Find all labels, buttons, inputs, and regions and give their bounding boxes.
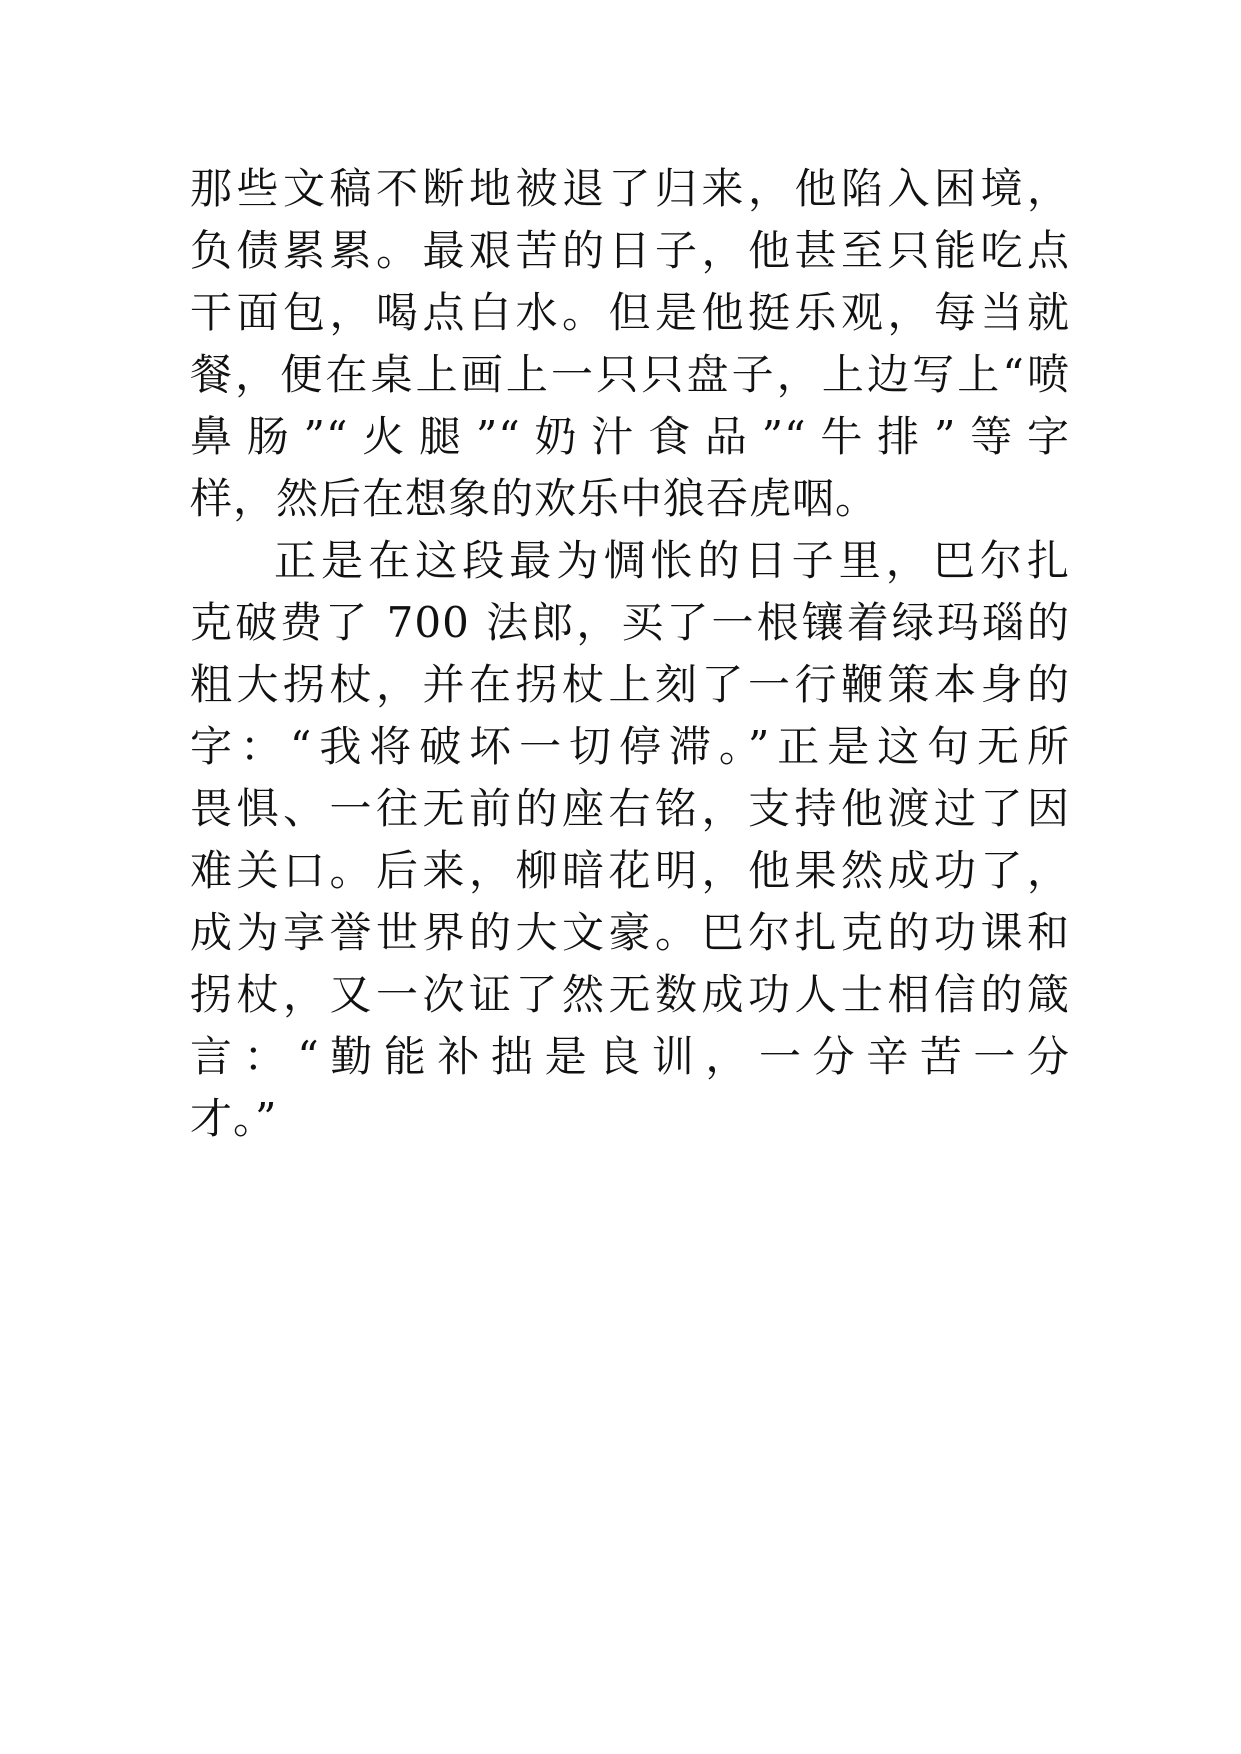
text-line: 粗大拐杖，并在拐杖上刻了一行鞭策本身的 (190, 660, 1070, 709)
text-line: 样，然后在想象的欢乐中狼吞虎咽。 (190, 474, 879, 523)
text-line: 成为享誉世界的大文豪。巴尔扎克的功课和 (190, 908, 1070, 957)
paragraph-2 (190, 530, 1070, 1150)
text-line: 正是在这段最为惆怅的日子里，巴尔扎 (274, 536, 1070, 585)
text-line: 才。” (190, 1094, 278, 1143)
text-line: 言：“勤能补拙是良训，一分辛苦一分 (190, 1032, 1070, 1081)
text-line: 畏惧、一往无前的座右铭，支持他渡过了因 (190, 784, 1070, 833)
text-line: 鼻肠”“火腿”“奶汁食品”“牛排”等字 (190, 412, 1070, 461)
text-line: 字：“我将破坏一切停滞。”正是这句无所 (190, 722, 1070, 771)
text-line: 克破费了 700 法郎，买了一根镶着绿玛瑙的 (190, 598, 1070, 647)
text-line: 负债累累。最艰苦的日子，他甚至只能吃点 (190, 226, 1070, 275)
text-line: 干面包，喝点白水。但是他挺乐观，每当就 (190, 288, 1070, 337)
body-text (190, 158, 1070, 1150)
paragraph-1 (190, 158, 1070, 530)
text-line: 难关口。后来，柳暗花明，他果然成功了， (190, 846, 1070, 895)
text-line: 拐杖，又一次证了然无数成功人士相信的箴 (190, 970, 1070, 1019)
text-line: 那些文稿不断地被退了归来，他陷入困境， (190, 164, 1070, 213)
text-line: 餐，便在桌上画上一只只盘子，上边写上“喷 (190, 350, 1070, 399)
